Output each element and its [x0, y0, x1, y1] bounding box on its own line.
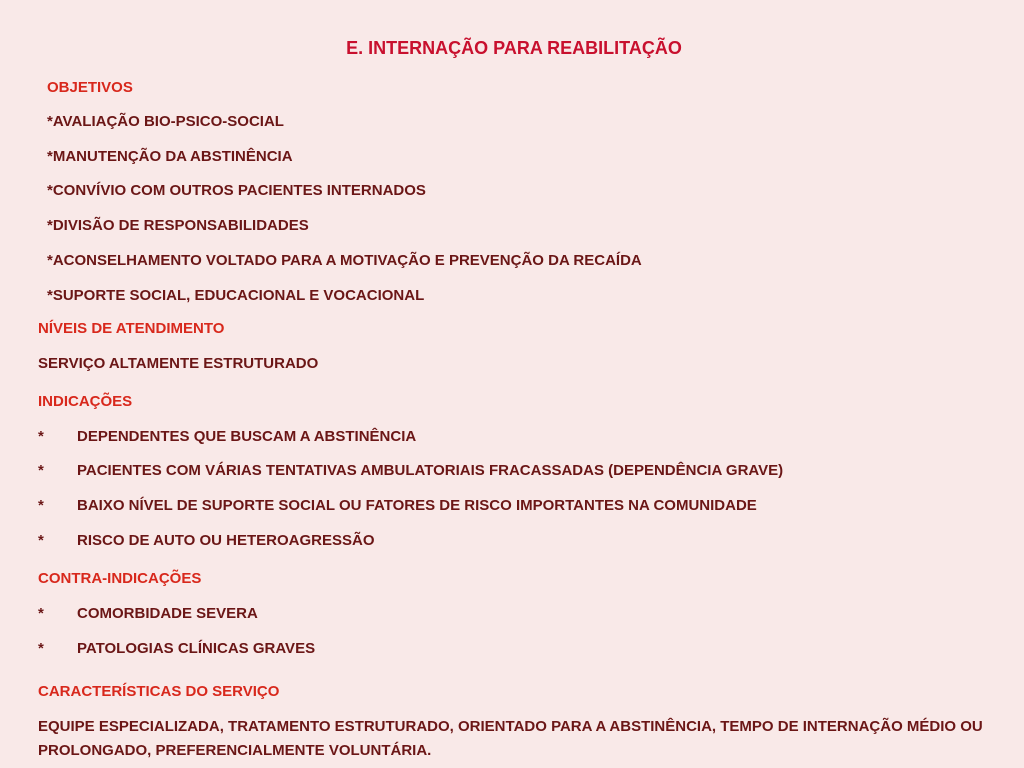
caracteristicas-text: EQUIPE ESPECIALIZADA, TRATAMENTO ESTRUTURADO, ORIENTADO PARA A ABSTINÊNCIA, TEMPO DE INTERNAÇÃO MÉDIO OU PROLONGADO, PREFERENCIALMENTE VOLUNTÁRIA. — [38, 718, 983, 759]
objetivos-item: *SUPORTE SOCIAL, EDUCACIONAL E VOCACIONAL — [47, 287, 425, 304]
bullet-marker: * — [38, 532, 44, 549]
bullet-marker: * — [38, 605, 44, 622]
bullet-marker: * — [38, 497, 44, 514]
caracteristicas-heading: CARACTERÍSTICAS DO SERVIÇO — [38, 683, 280, 700]
niveis-heading: NÍVEIS DE ATENDIMENTO — [38, 320, 225, 337]
contra-item: COMORBIDADE SEVERA — [77, 605, 258, 622]
niveis-text: SERVIÇO ALTAMENTE ESTRUTURADO — [38, 355, 319, 372]
indicacoes-item: PACIENTES COM VÁRIAS TENTATIVAS AMBULATORIAIS FRACASSADAS (DEPENDÊNCIA GRAVE) — [77, 462, 784, 479]
objetivos-heading: OBJETIVOS — [47, 79, 133, 96]
indicacoes-heading: INDICAÇÕES — [38, 393, 133, 410]
indicacoes-item: RISCO DE AUTO OU HETEROAGRESSÃO — [77, 532, 375, 549]
bullet-marker: * — [38, 428, 44, 445]
objetivos-item: *CONVÍVIO COM OUTROS PACIENTES INTERNADOS — [47, 182, 426, 199]
slide-title: E. INTERNAÇÃO PARA REABILITAÇÃO — [346, 38, 682, 58]
bullet-marker: * — [38, 640, 44, 657]
contra-heading: CONTRA-INDICAÇÕES — [38, 570, 202, 587]
indicacoes-item: BAIXO NÍVEL DE SUPORTE SOCIAL OU FATORES DE RISCO IMPORTANTES NA COMUNIDADE — [77, 497, 757, 514]
indicacoes-item: DEPENDENTES QUE BUSCAM A ABSTINÊNCIA — [77, 428, 417, 445]
bullet-marker: * — [38, 462, 44, 479]
objetivos-item: *ACONSELHAMENTO VOLTADO PARA A MOTIVAÇÃO E PREVENÇÃO DA RECAÍDA — [47, 252, 642, 269]
objetivos-item: *AVALIAÇÃO BIO-PSICO-SOCIAL — [47, 113, 284, 130]
objetivos-item: *MANUTENÇÃO DA ABSTINÊNCIA — [47, 148, 293, 165]
objetivos-item: *DIVISÃO DE RESPONSABILIDADES — [47, 217, 309, 234]
contra-item: PATOLOGIAS CLÍNICAS GRAVES — [77, 640, 316, 657]
